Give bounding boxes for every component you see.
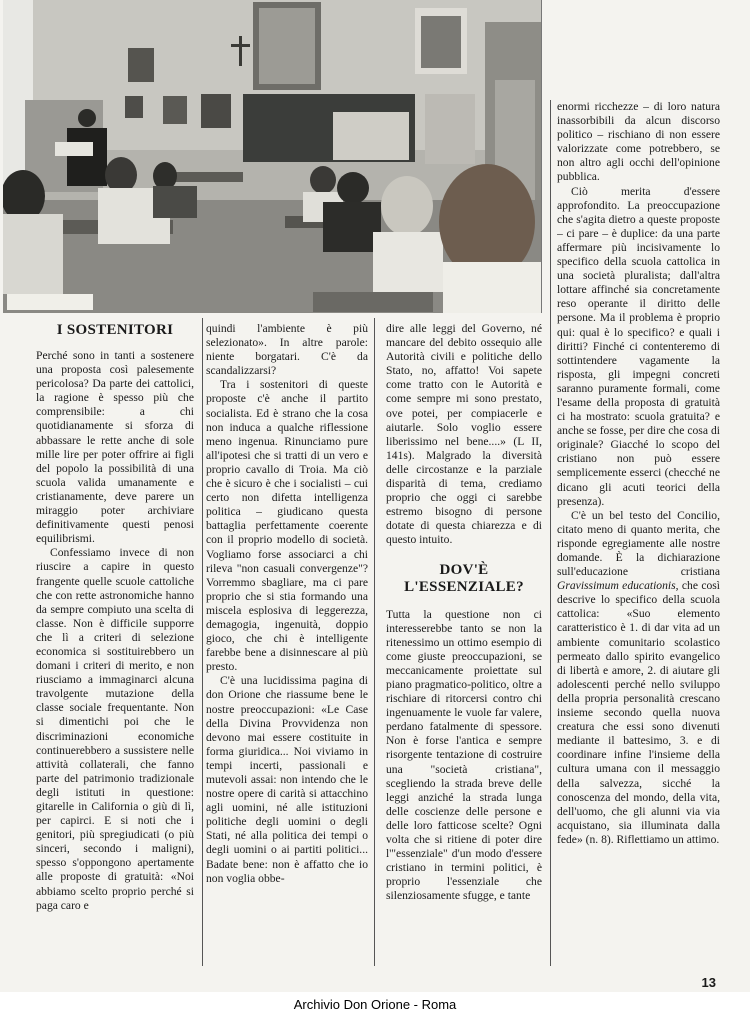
paragraph (557, 509, 720, 847)
paragraph: Tutta la questione non ci interesserebbe tanto se non la ritenessimo un ottimo esempio di come giuste preoccupazioni, se meccanicamente proiettate sul piano pragmatico-politico, oltre a rischiare di ritorcersi contro chi ingenuamente le vuole far valere, perdano fatalmente di spessore. Non è forse l'antica e sempre risorgente tentazione di costruire una "società cristiana", scegliendo la strada breve delle leggi anziché la strada lunga delle coscienze delle persone e delle loro fatticose scelte? Ogni volta che si ritiene di poter dire l'"essenziale" d'un modo d'essere cristiano in termini politici, è proprio l'essenziale che silenziosamente sfugge, e tante (386, 607, 542, 903)
paragraph: enormi ricchezze – di loro natura inassorbibili da alcun discorso politico – rischiano di non essere valorizzate come potrebbero, se non altro agli occhi dell'opinione pubblica. (557, 100, 720, 184)
paragraph: Ciò merita d'essere approfondito. La preoccupazione che s'agita dietro a queste proposte – ci pare – è duplice: da una parte affermare più incisivamente lo specifico della scuola cattolica in una società pluralista; dall'altra lottare affinché sia concretamente reso operante il diritto delle persone. Ma il problema è proprio qui: qual è lo specifico? e quali i diritti? Finché ci contenteremo di sottintendere vagamente la risposta, gli impegni concreti saranno puramente formali, come l'esame della proposta di gratuità ci ha mostrato: scuola gratuita? e anche se fosse, per dire che cosa di originale? Giacché lo scopo del cristiano non può essere semplicemente esserci (checché ne dicano gli acuti teorici della presenza). (557, 184, 720, 508)
classroom-photo-illustration (3, 0, 541, 313)
column-divider (374, 318, 375, 966)
column-divider (550, 100, 551, 966)
paragraph: Perché sono in tanti a sostenere una proposta così palesemente pericolosa? Da parte dei cattolici, la ragione è spesso più che comprensibile: a chi quotidianamente si sforza di abbassare le rette anche di sole mille lire per poter offrire ai figli del popolo la possibilità di una scuola valida umanamente e cristianamente, deve parere un miraggio poter archiviare definitivamente questi penosi equilibrismi. (36, 349, 194, 546)
column-1 (36, 322, 194, 970)
classroom-photo (3, 0, 542, 313)
paragraph: Confessiamo invece di non riuscire a capire in questo frangente quelle scuole cattoliche che con rette astronomiche hanno da sempre compiuto una scelta di classe. Non è difficile supporre che lì a criteri di selezione economica si sostituirebbero un domani i criteri di merito, e non riusciamo a immaginarci alcuna travolgente mutazione della classe sociale frequentante. Non si dimentichi poi che le discriminazioni economiche continuerebbero a sussistere nelle attività collaterali, che fanno parte del patrimonio tradizionale degli istituti in questione: gitarelle in California o giù di lì, per capirci. E si noti che i genitori, più spregiudicati (o più sinceri, secondo i maligni), spesso s'oppongono apertamente alle proposte di gratuità: «Noi abbiamo scelto proprio perché si paga caro e (36, 546, 194, 912)
section-heading-essenziale (386, 562, 542, 596)
column-4 (557, 100, 720, 968)
paragraph: C'è una lucidissima pagina di don Orione che riassume bene le nostre preoccupazioni: «Le Case della Divina Provvidenza non devono mai essere costituite in forma giuridica... Noi viviamo in tempi incerti, passionali e mutevoli assai: non intendo che le nostre opere di carità si attacchino agli uomini, né alle istituzioni politiche degli uomini o degli Stati, né alla politica dei tempi o degli uomini o ai partiti politici... Badate bene: non è affatto che io non voglia obbe- (206, 674, 368, 885)
column-divider (202, 318, 203, 966)
paragraph: dire alle leggi del Governo, né mancare del debito ossequio alle Autorità civili e politiche dello Stato, no, affatto! Voi sapete come tratto con le Autorità e come sempre mi sono prestato, ove potei, per compiacerle e aiutarle. Solo voglio essere liberissimo nel bene....» (L II, 141s). Malgrado la diversità delle circostanze e la parziale disparità di tema, crediamo proprio che oggi ci sarebbe estremo bisogno di persone dotate di questa chiarezza e di questo intuito. (386, 322, 542, 547)
column-2 (206, 322, 368, 970)
heading-line: DOV'È (439, 561, 489, 578)
column-3 (386, 322, 542, 970)
paragraph: quindi l'ambiente è più selezionato». In altre parole: niente borgatari. C'è da scandalizzarsi? (206, 322, 368, 378)
document-title-italic: Gravissimum educationis (557, 579, 676, 593)
text-span: C'è un bel testo del Concilio, citato meno di quanto merita, che risponde egregiamente alle nostre domande. È la dichiarazione sull'educazione cristiana (557, 508, 720, 579)
paragraph: Tra i sostenitori di queste proposte c'è anche il partito socialista. Ed è strano che la cosa non induca a qualche riflessione meno ingenua. Rinunciamo pure all'ipotesi che si tratti di un vero e proprio cavallo di Troia. Ma ciò che è sicuro è che i socialisti – cui certo non difetta intelligenza politica – giudicano questa battaglia perfettamente coerente con il proprio modello di società. Vogliamo forse associarci a chi rileva "non casuali convergenze"? Vorremmo sbagliare, ma ci pare proprio che si stia formando una miscela esplosiva di leggerezza, demagogia, ingenuità, doppio gioco, che chi è intelligente farebbe bene a disinnescare al più presto. (206, 378, 368, 674)
text-span: , che così descrive lo specifico della scuola cattolica: «Suo elemento caratteristico è 1. di dar vita ad un ambiente comunitario scolastico permeato dallo spirito evangelico di libertà e amore, 2. di aiutare gli adolescenti perché nello sviluppo della propria personalità crescano insieme secondo quella nuova creatura che essi sono divenuti mediante il battesimo, 3. e di coordinare infine l'insieme della cultura umana con il messaggio della salvezza, sicché la conoscenza del mondo, della vita, dell'uomo, che gli alunni via via acquistano, sia illuminata dalla fede» (n. 8). Riflettiamo un attimo. (557, 579, 720, 846)
archive-footer: Archivio Don Orione - Roma (0, 992, 750, 1017)
heading-line: L'ESSENZIALE? (404, 578, 524, 595)
page-number: 13 (701, 975, 716, 990)
section-heading-sostenitori: I SOSTENITORI (56, 322, 174, 338)
